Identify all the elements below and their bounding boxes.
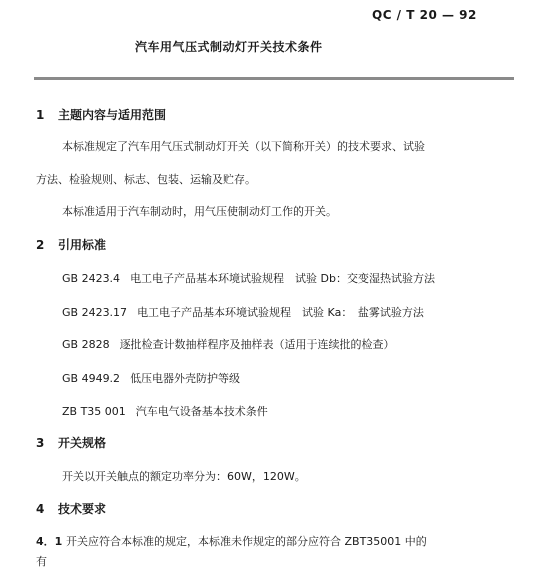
paragraph: 方法、检验规则、标志、包装、运输及贮存。 — [36, 173, 256, 186]
section-number: 2 — [36, 238, 45, 252]
paragraph: 本标准适用于汽车制动时，用气压使制动灯工作的开关。 — [62, 205, 337, 218]
section-title: 开关规格 — [58, 436, 107, 450]
reference-item — [62, 304, 424, 320]
reference-code: GB 4949.2 — [62, 372, 121, 385]
reference-item — [62, 270, 435, 286]
document-title: 汽车用气压式制动灯开关技术条件 — [135, 40, 323, 54]
section-title: 主题内容与适用范围 — [58, 108, 167, 122]
section-number: 4 — [36, 502, 45, 516]
section-number: 1 — [36, 108, 45, 122]
reference-code: GB 2423.4 — [62, 272, 121, 285]
reference-title: 低压电器外壳防护等级 — [130, 372, 241, 385]
reference-code: GB 2423.17 — [62, 306, 128, 319]
reference-title: 电工电子产品基本环境试验规程 试验 Ka： 盐雾试验方法 — [137, 306, 424, 319]
reference-item — [62, 370, 240, 386]
clause-number: 4．1 — [36, 535, 63, 548]
clause-4-1 — [36, 533, 427, 549]
paragraph: 开关以开关触点的额定功率分为：60W，120W。 — [62, 470, 306, 483]
clause-text: 开关应符合本标准的规定，本标准未作规定的部分应符合 ZBT35001 中的 — [66, 535, 427, 548]
section-heading-4 — [36, 500, 106, 517]
section-title: 引用标准 — [58, 238, 107, 252]
reference-title: 汽车电气设备基本技术条件 — [135, 405, 268, 418]
paragraph: 本标准规定了汽车用气压式制动灯开关（以下简称开关）的技术要求、试验 — [62, 140, 425, 153]
section-heading-1 — [36, 106, 166, 123]
reference-title: 逐批检查计数抽样程序及抽样表（适用于连续批的检查） — [119, 338, 395, 351]
section-number: 3 — [36, 436, 45, 450]
section-heading-2 — [36, 236, 106, 253]
header-divider — [34, 77, 514, 80]
reference-code: ZB T35 001 — [62, 405, 126, 418]
section-title: 技术要求 — [58, 502, 107, 516]
reference-item — [62, 336, 395, 352]
clause-continuation: 有 — [36, 555, 47, 568]
reference-code: GB 2828 — [62, 338, 110, 351]
reference-item — [62, 403, 268, 419]
reference-title: 电工电子产品基本环境试验规程 试验 Db：交变湿热试验方法 — [130, 272, 436, 285]
section-heading-3 — [36, 434, 106, 451]
standard-code: QC / T 20 — 92 — [372, 8, 477, 22]
